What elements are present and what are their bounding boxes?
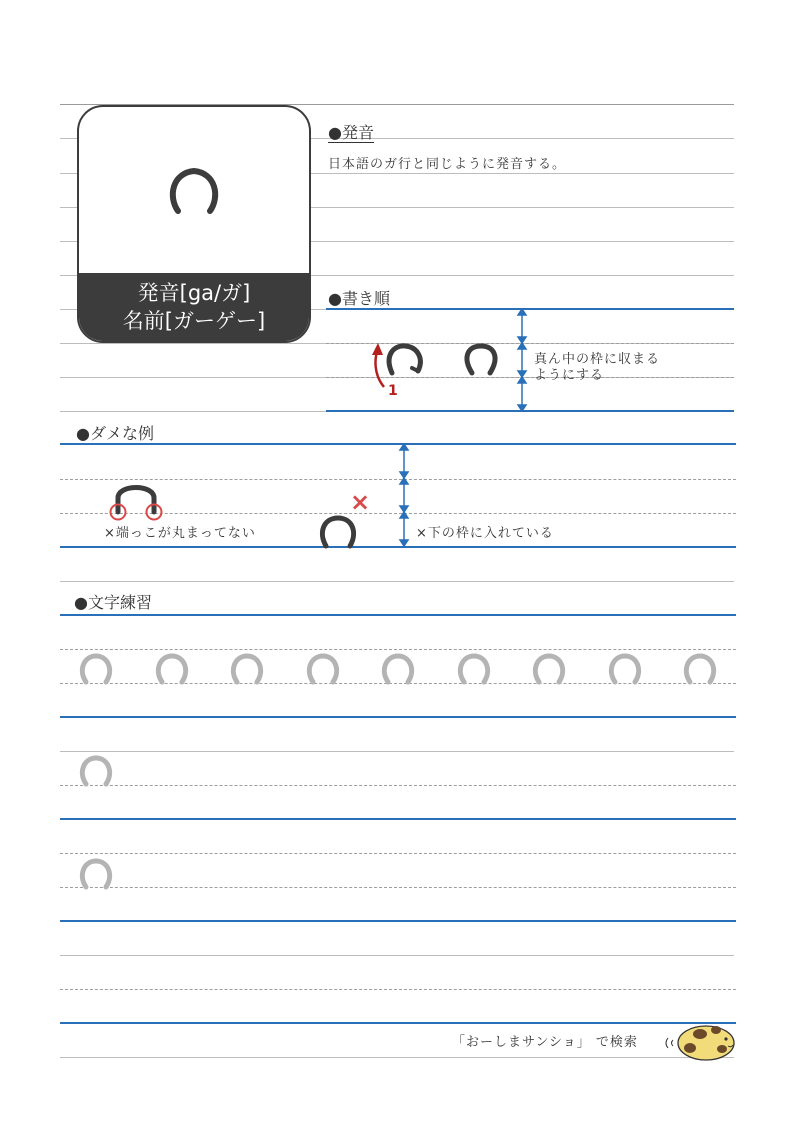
trace-glyph-icon [76,752,116,792]
practice-mid-line [60,785,736,786]
practice-line [60,751,734,752]
bad-example-2-glyph [316,510,360,550]
letter-card [77,105,311,343]
bad-example-heading: ●ダメな例 [76,424,154,443]
salamander-mascot-icon [660,1016,738,1062]
trace-glyph-icon [227,650,267,690]
search-hint: 「おーしまサンショ」 で検索 [452,1035,638,1050]
trace-glyph-icon [454,650,494,690]
bad-example-mark: × [350,488,371,516]
bad-example-1-glyph [104,476,168,526]
stroke-order-bottom-line [326,410,734,412]
stroke-order-note: 真ん中の枠に収まる ようにする [534,352,661,383]
trace-glyph-icon [76,650,116,690]
rule [60,581,734,582]
trace-glyph-icon [529,650,569,690]
rule [60,1057,734,1058]
letter-label [79,273,309,341]
stroke-number: 1 [388,383,398,399]
pronunciation-heading: ●発音 [328,123,374,142]
trace-glyph-icon [76,855,116,895]
bad-example-1-caption: ×端っこが丸まってない [104,526,256,541]
practice-top-line [60,614,736,616]
stroke-order-heading: ●書き順 [328,289,390,308]
stroke-order-diagram [360,335,520,405]
practice-bottom-line [60,818,736,820]
bad-example-height-arrows [396,443,412,547]
pronunciation-text: 日本語のガ行と同じように発音する。 [328,157,567,172]
practice-bottom-line [60,716,736,718]
trace-glyph-icon [605,650,645,690]
trace-glyph-icon [152,650,192,690]
practice-line [60,955,734,956]
bad-example-2-caption: ×下の枠に入れている [416,526,554,541]
practice-mid-line [60,853,736,854]
letter-glyph [79,157,309,221]
letter-name: 名前[ガーゲー] [122,309,266,333]
practice-mid-line [60,989,736,990]
practice-heading: ●文字練習 [74,593,152,612]
letter-pronunciation: 発音[ga/ガ] [137,281,251,305]
trace-glyph-icon [378,650,418,690]
height-guide-arrows [514,308,530,412]
practice-mid-line [60,887,736,888]
trace-glyph-icon [303,650,343,690]
letter-ga-icon [164,157,224,217]
trace-glyph-icon [680,650,720,690]
practice-bottom-line [60,920,736,922]
practice-bottom-line [60,1022,736,1024]
